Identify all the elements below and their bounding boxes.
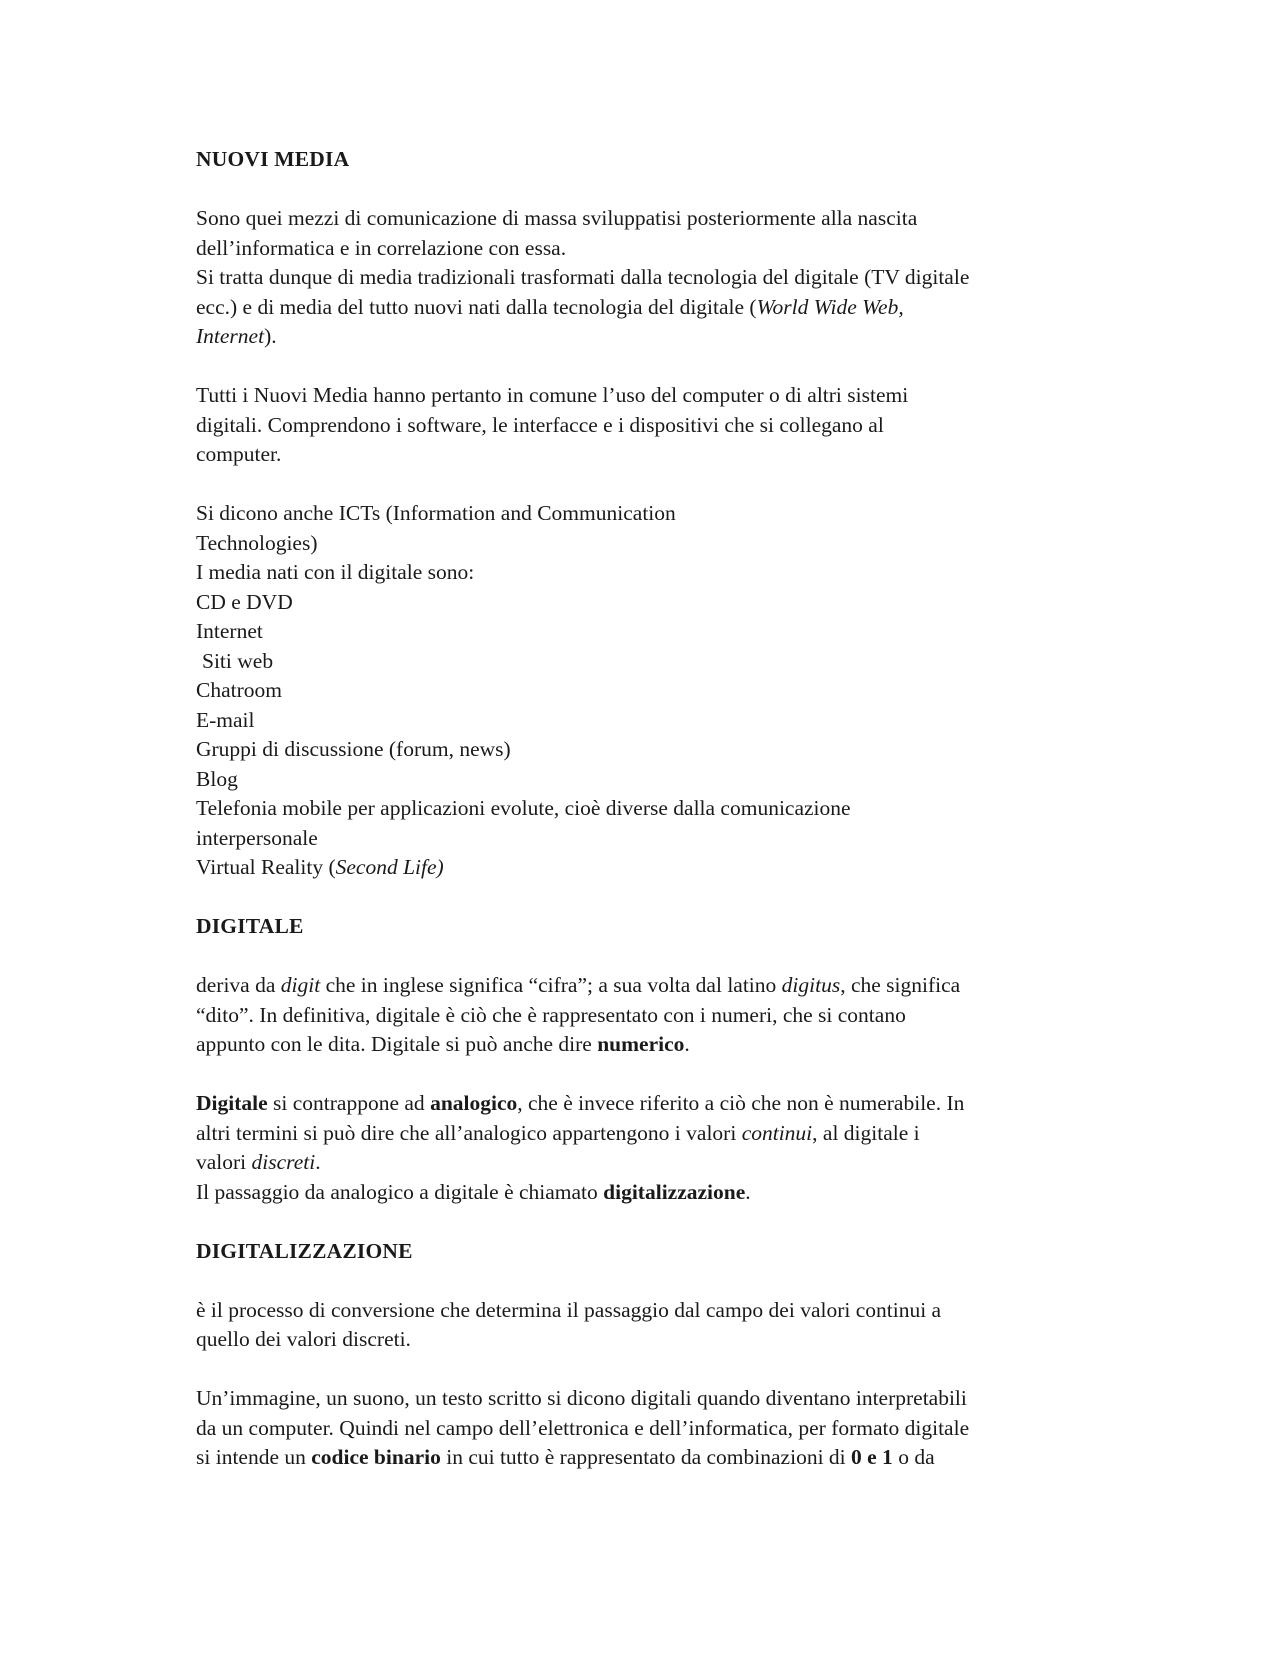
paragraph-line xyxy=(196,204,1096,234)
paragraph-line xyxy=(196,1178,1096,1208)
text-run: da un computer. Quindi nel campo dell’elettronica e dell’informatica, per formato digitale xyxy=(196,1415,970,1440)
list-item: E-mail xyxy=(196,707,255,732)
paragraph-line xyxy=(196,234,1096,264)
text-run: . xyxy=(315,1150,321,1174)
list-item: Chatroom xyxy=(196,678,282,702)
italic-run: World Wide Web, xyxy=(756,294,904,319)
paragraph-line xyxy=(196,1384,1096,1414)
text-run: , al digitale i xyxy=(812,1120,920,1145)
italic-run: Second Life) xyxy=(335,855,444,879)
paragraph-line xyxy=(196,440,1096,470)
bold-run: digitalizzazione xyxy=(603,1179,746,1204)
document-body xyxy=(196,145,1096,1473)
text-run: dell’informatica e in correlazione con essa. xyxy=(196,235,567,260)
list-item: CD e DVD xyxy=(196,589,293,614)
italic-run: discreti xyxy=(251,1150,316,1174)
text-run: , che è invece riferito a ciò che non è numerabile. In xyxy=(517,1091,965,1115)
heading-digitale: DIGITALE xyxy=(196,914,304,938)
text-run: si contrappone ad xyxy=(267,1091,431,1115)
text-run: digitali. Comprendono i software, le interfacce e i dispositivi che si collegano al xyxy=(196,412,884,437)
paragraph-line xyxy=(196,499,1096,529)
italic-run: Internet xyxy=(196,324,265,348)
heading-nuovi-media: NUOVI MEDIA xyxy=(196,147,350,171)
text-run: in cui tutto è rappresentato da combinazioni di xyxy=(440,1445,852,1469)
text-run: Tutti i Nuovi Media hanno pertanto in comune l’uso del computer o di altri sistemi xyxy=(196,383,909,407)
paragraph-line xyxy=(196,971,1096,1001)
paragraph-line xyxy=(196,1119,1096,1149)
italic-run: digitus xyxy=(781,973,841,997)
text-run: . xyxy=(684,1032,690,1056)
text-run: Technologies) xyxy=(196,530,318,555)
text-run: altri termini si può dire che all’analogico appartengono i valori xyxy=(196,1120,742,1145)
paragraph-line xyxy=(196,1414,1096,1444)
text-run: valori xyxy=(196,1150,252,1174)
paragraph-line xyxy=(196,1030,1096,1060)
text-run: si intende un xyxy=(196,1445,312,1469)
italic-run: digit xyxy=(280,973,321,997)
text-run: , che significa xyxy=(840,973,961,997)
list-item: Telefonia mobile per applicazioni evolute, cioè diverse dalla comunicazione xyxy=(196,796,851,820)
list-item xyxy=(196,853,1096,883)
list-item: Gruppi di discussione (forum, news) xyxy=(196,737,511,761)
paragraph-line xyxy=(196,1325,1096,1355)
text-run: Sono quei mezzi di comunicazione di massa sviluppatisi posteriormente alla nascita xyxy=(196,206,918,230)
bold-run: Digitale xyxy=(196,1091,268,1115)
bold-run: codice binario xyxy=(311,1445,441,1469)
paragraph-line xyxy=(196,1001,1096,1031)
paragraph-line xyxy=(196,529,1096,559)
text-run: Un’immagine, un suono, un testo scritto si dicono digitali quando diventano interpretabili xyxy=(196,1386,967,1410)
list-item: Internet xyxy=(196,619,263,643)
text-run: computer. xyxy=(196,442,282,466)
bold-run: numerico xyxy=(597,1032,685,1056)
paragraph-line xyxy=(196,411,1096,441)
text-run: appunto con le dita. Digitale si può anche dire xyxy=(196,1032,598,1056)
text-run: deriva da xyxy=(196,973,281,997)
text-run: quello dei valori discreti. xyxy=(196,1327,411,1351)
text-run: Virtual Reality ( xyxy=(196,855,336,879)
list-item xyxy=(196,647,1096,677)
text-run: o da xyxy=(892,1445,935,1469)
list-intro: I media nati con il digitale sono: xyxy=(196,560,475,584)
italic-run: continui xyxy=(741,1120,813,1145)
text-run: ecc.) e di media del tutto nuovi nati dalla tecnologia del digitale ( xyxy=(196,294,757,319)
paragraph-line xyxy=(196,293,1096,323)
bold-run: analogico xyxy=(430,1091,518,1115)
paragraph-line xyxy=(196,263,1096,293)
list-item: Blog xyxy=(196,766,238,791)
text-run: ). xyxy=(264,324,277,348)
bold-run: 0 e 1 xyxy=(851,1445,893,1469)
paragraph-line xyxy=(196,381,1096,411)
text-run: . xyxy=(745,1179,751,1204)
text-run: è il processo di conversione che determina il passaggio dal campo dei valori continui a xyxy=(196,1297,942,1322)
text-run: “dito”. In definitiva, digitale è ciò che è rappresentato con i numeri, che si contano xyxy=(196,1002,906,1027)
paragraph-line xyxy=(196,322,1096,352)
text-run: Siti web xyxy=(202,648,274,673)
paragraph-line xyxy=(196,1296,1096,1326)
text-run: Si dicono anche ICTs (Information and Communication xyxy=(196,501,676,525)
heading-digitalizzazione: DIGITALIZZAZIONE xyxy=(196,1238,413,1263)
text-run: che in inglese significa “cifra”; a sua volta dal latino xyxy=(320,973,782,997)
paragraph-line xyxy=(196,1089,1096,1119)
list-item-continuation: interpersonale xyxy=(196,825,318,850)
paragraph-line xyxy=(196,1443,1096,1473)
text-run: Si tratta dunque di media tradizionali trasformati dalla tecnologia del digitale (TV digitale xyxy=(196,265,970,289)
paragraph-line xyxy=(196,1148,1096,1178)
text-run: Il passaggio da analogico a digitale è chiamato xyxy=(196,1179,604,1204)
